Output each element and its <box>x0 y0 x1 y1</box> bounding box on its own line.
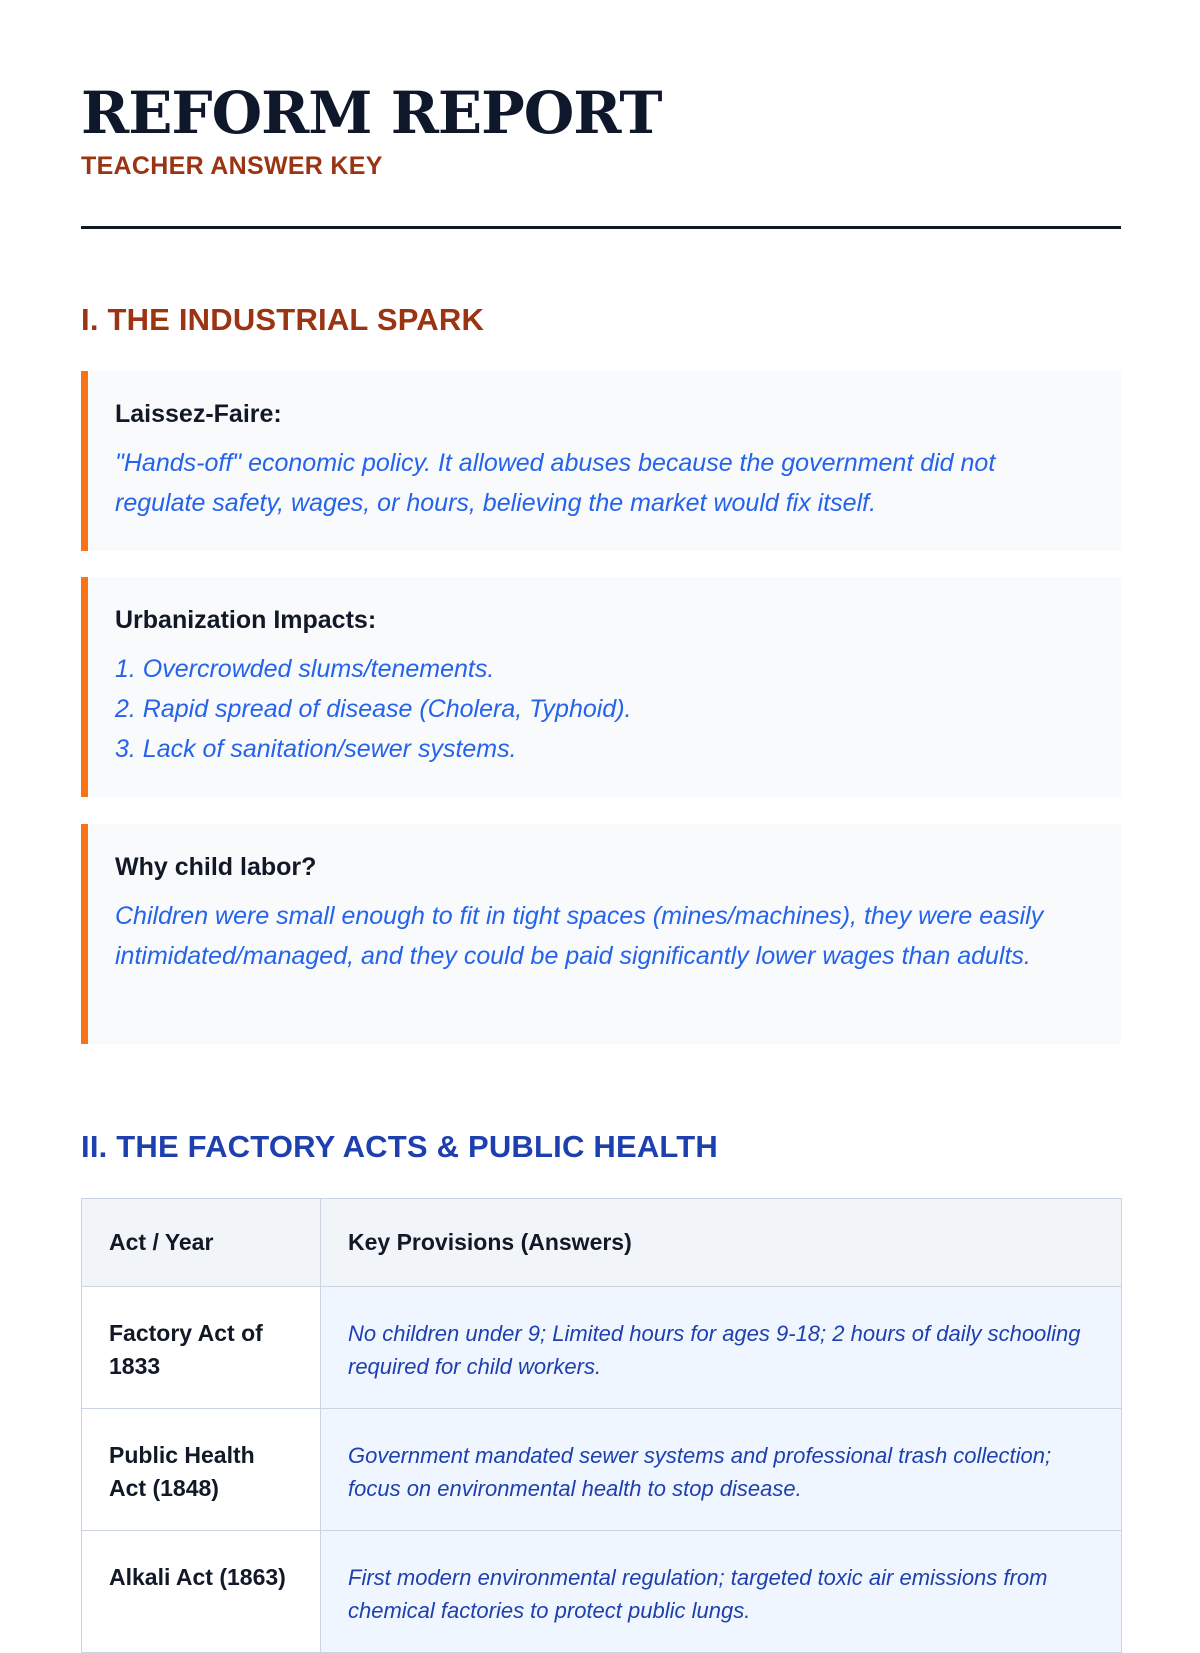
impacts-list <box>115 649 1091 769</box>
section-heading-industrial-spark: I. THE INDUSTRIAL SPARK <box>81 302 485 337</box>
answer-card-child-labor <box>81 824 1121 1044</box>
section-heading-factory-acts: II. THE FACTORY ACTS & PUBLIC HEALTH <box>81 1129 718 1164</box>
card-answer: Children were small enough to fit in tight spaces (mines/machines), they were easily intimidated/managed, and they could be paid significantly lower wages than adults. <box>115 902 1044 970</box>
table-row <box>82 1531 1122 1653</box>
card-answer: "Hands-off" economic policy. It allowed abuses because the government did not regulate safety, wages, or hours, believing the market would fix itself. <box>115 449 996 517</box>
table-row <box>82 1409 1122 1531</box>
card-label: Why child labor? <box>115 853 317 881</box>
table-row <box>82 1287 1122 1409</box>
page-title: REFORM REPORT <box>81 79 662 147</box>
provisions-cell: Government mandated sewer systems and professional trash collection; focus on environmental health to stop disease. <box>321 1409 1122 1531</box>
factory-acts-table <box>81 1198 1122 1653</box>
provisions-cell: No children under 9; Limited hours for ages 9-18; 2 hours of daily schooling required for child workers. <box>321 1287 1122 1409</box>
table-header-row <box>82 1199 1122 1287</box>
page-subtitle: TEACHER ANSWER KEY <box>81 152 383 180</box>
card-label: Laissez-Faire: <box>115 400 282 428</box>
column-header-key-provisions: Key Provisions (Answers) <box>321 1199 1122 1287</box>
column-header-act-year: Act / Year <box>82 1199 321 1287</box>
answer-card-urbanization <box>81 577 1121 797</box>
list-item: 2. Rapid spread of disease (Cholera, Typhoid). <box>115 695 632 723</box>
answer-card-laissez-faire <box>81 371 1121 551</box>
provisions-cell: First modern environmental regulation; targeted toxic air emissions from chemical factories to protect public lungs. <box>321 1531 1122 1653</box>
list-item: 1. Overcrowded slums/tenements. <box>115 655 495 683</box>
card-label: Urbanization Impacts: <box>115 606 377 634</box>
act-name-cell: Public Health Act (1848) <box>82 1409 321 1531</box>
act-name-cell: Alkali Act (1863) <box>82 1531 321 1653</box>
list-item: 3. Lack of sanitation/sewer systems. <box>115 735 517 763</box>
title-divider <box>81 226 1121 229</box>
act-name-cell: Factory Act of 1833 <box>82 1287 321 1409</box>
